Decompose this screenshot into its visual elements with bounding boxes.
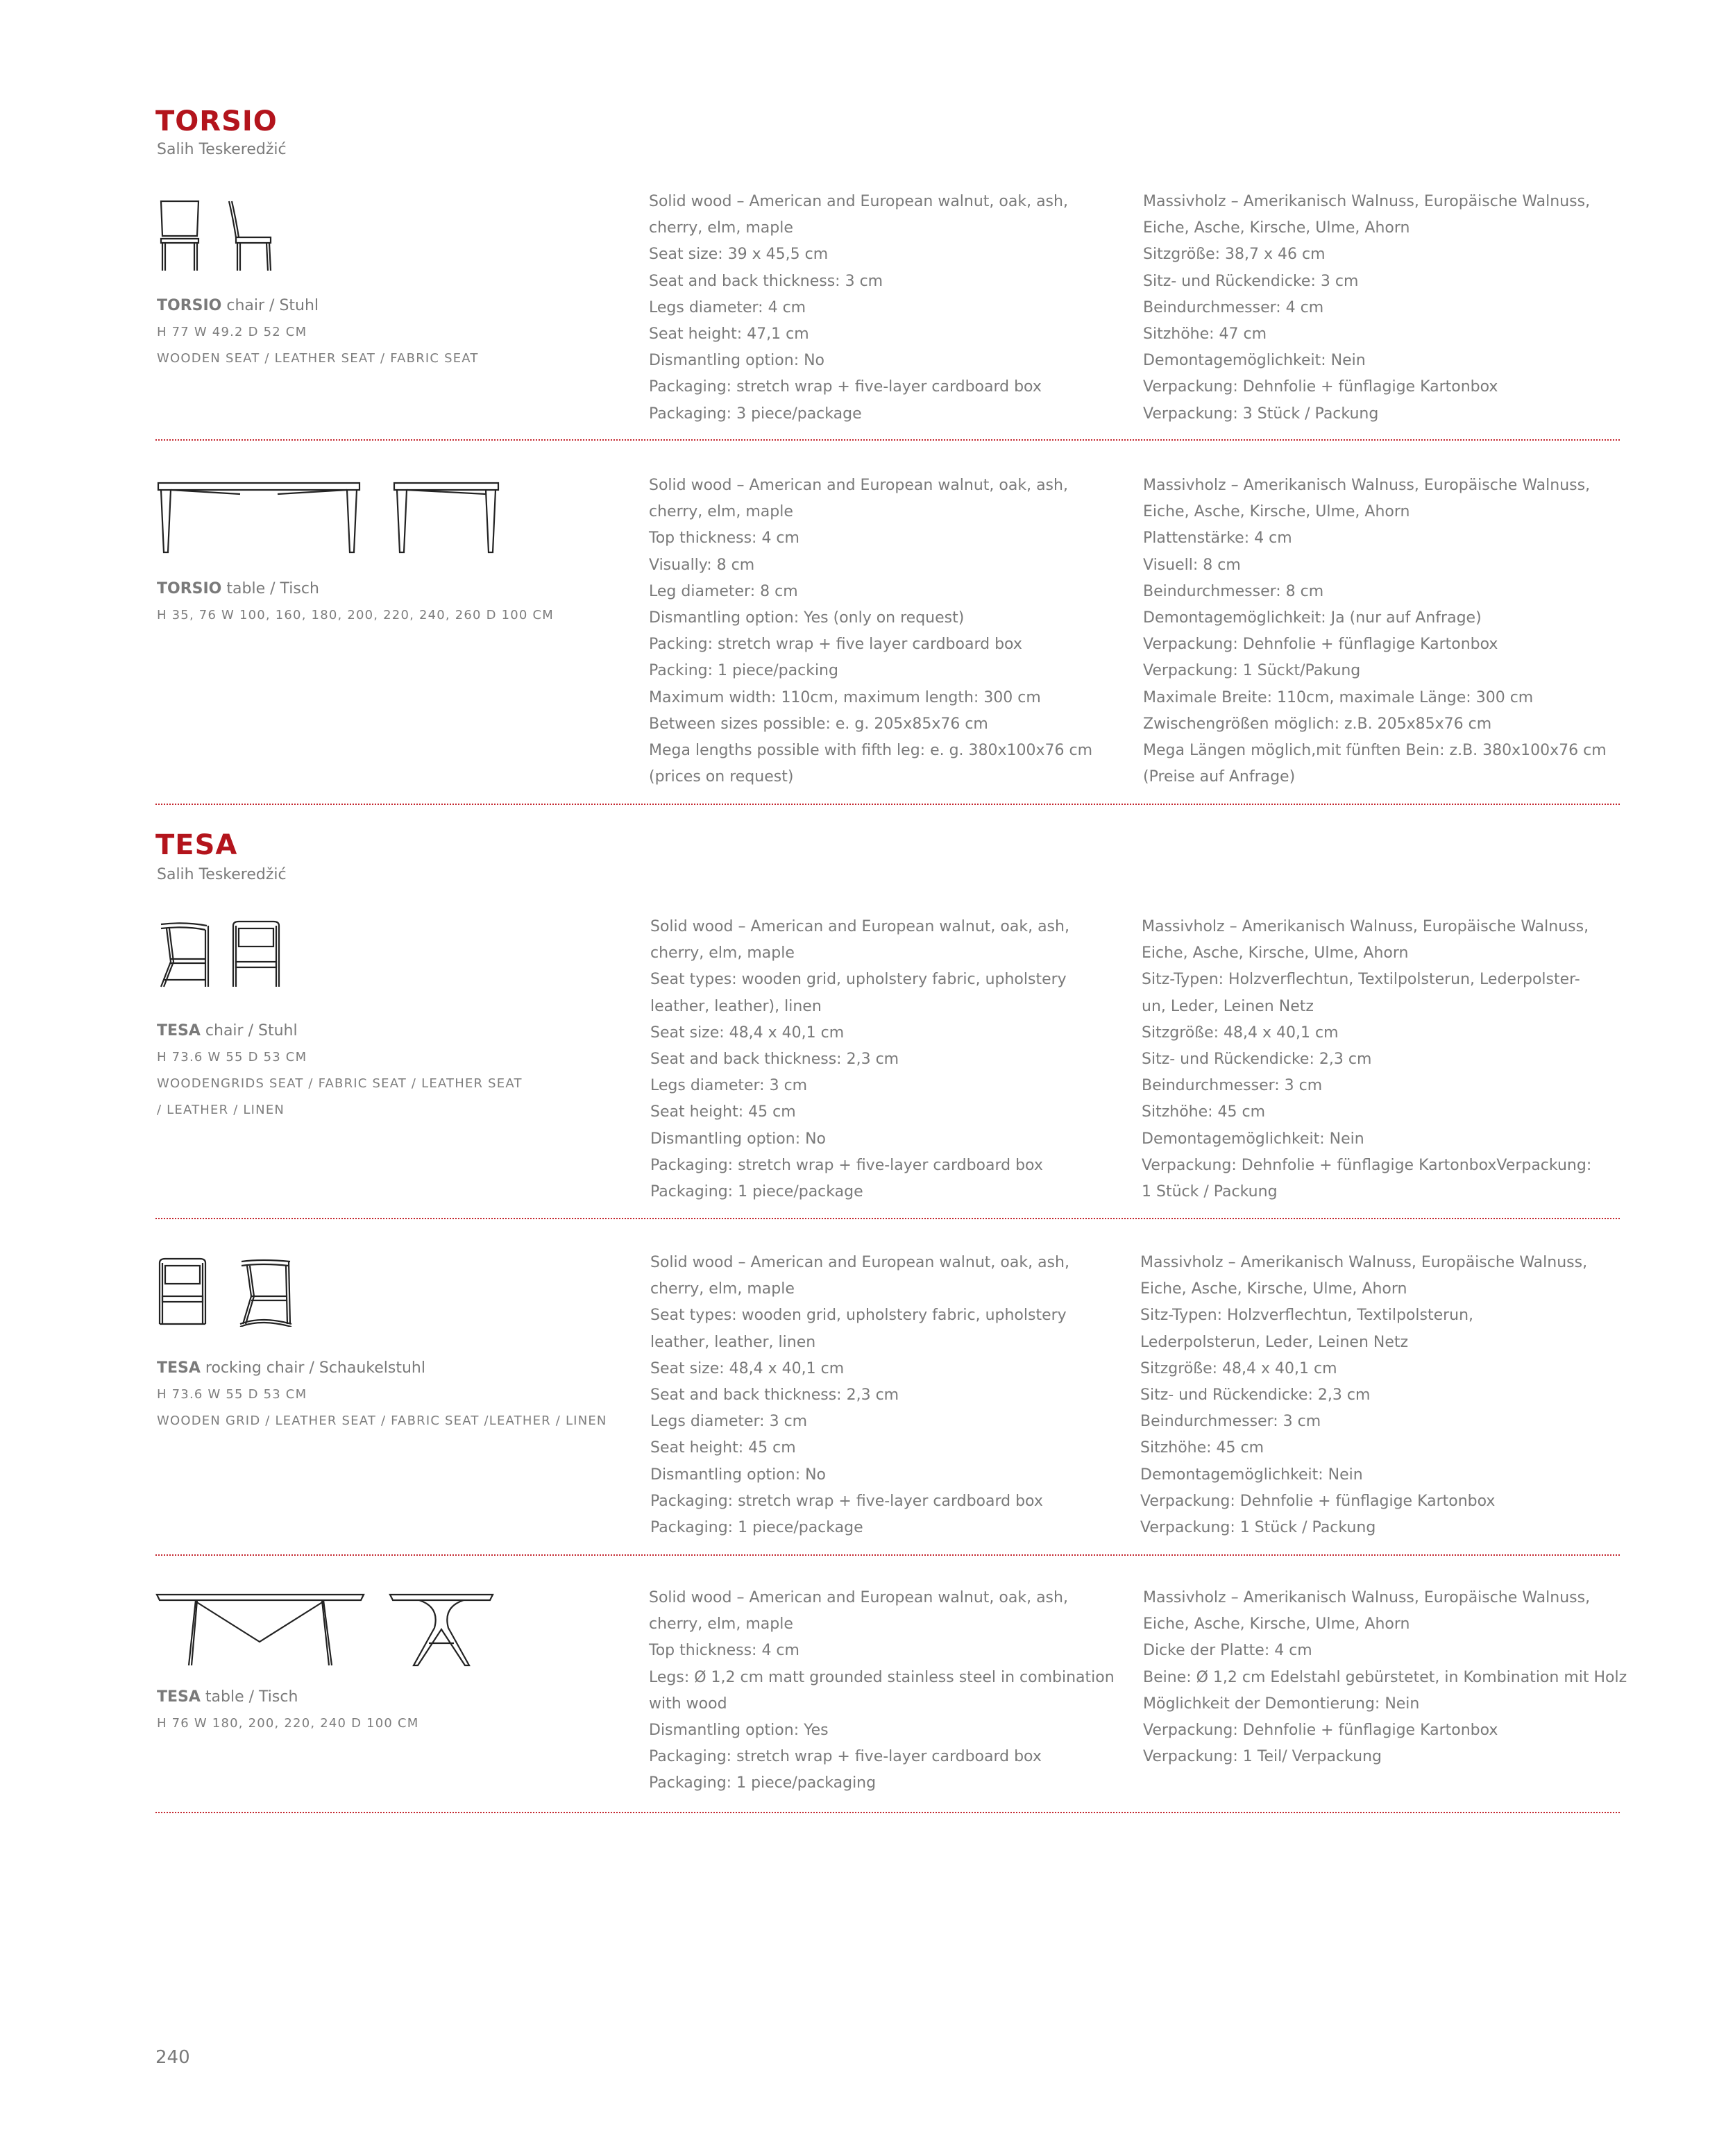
spec-line: Solid wood – American and European walnut, oak, ash,	[649, 477, 1068, 494]
spec-line: Top thickness: 4 cm	[649, 1642, 799, 1660]
spec-list-en	[650, 1250, 1069, 1541]
spec-line: Visuell: 8 cm	[1143, 556, 1241, 574]
spec-line: Packaging: stretch wrap + five-layer cardboard box	[650, 1156, 1043, 1174]
spec-line: Sitz- und Rückendicke: 2,3 cm	[1140, 1386, 1371, 1404]
spec-line: (Preise auf Anfrage)	[1143, 768, 1296, 786]
product-type: chair / Stuhl	[205, 1022, 298, 1039]
spec-list-de	[1143, 189, 1590, 427]
spec-line: Sitz-Typen: Holzverflechtun, Textilpolsterun,	[1140, 1307, 1474, 1325]
product-name: TORSIO	[157, 297, 222, 314]
spec-line: Demontagemöglichkeit: Nein	[1142, 1130, 1364, 1148]
spec-line: Sitzhöhe: 45 cm	[1140, 1439, 1264, 1457]
product-type: table / Tisch	[205, 1688, 298, 1706]
seat-options: / LEATHER / LINEN	[157, 1103, 285, 1117]
spec-line: Maximale Breite: 110cm, maximale Länge: 300 cm	[1143, 688, 1534, 706]
spec-line: Mega Längen möglich,mit fünften Bein: z.B. 380x100x76 cm	[1143, 742, 1607, 760]
spec-line: Massivholz – Amerikanisch Walnuss, Europäische Walnuss,	[1140, 1254, 1588, 1271]
spec-line: Eiche, Asche, Kirsche, Ulme, Ahorn	[1140, 1280, 1407, 1298]
spec-line: Massivholz – Amerikanisch Walnuss, Europäische Walnuss,	[1143, 193, 1591, 210]
spec-list-en	[649, 189, 1068, 427]
spec-line: Sitzgröße: 38,7 x 46 cm	[1143, 246, 1326, 264]
spec-line: Between sizes possible: e. g. 205x85x76 cm	[649, 715, 988, 733]
designer-name: Salih Teskeredžić	[157, 866, 287, 883]
product-name: TORSIO	[157, 580, 222, 597]
spec-line: Seat types: wooden grid, upholstery fabric, upholstery	[650, 971, 1067, 989]
spec-line: Seat types: wooden grid, upholstery fabric, upholstery	[650, 1307, 1067, 1325]
spec-line: cherry, elm, maple	[649, 219, 793, 237]
spec-line: Legs diameter: 3 cm	[650, 1413, 808, 1431]
seat-options: WOODEN GRID / LEATHER SEAT / FABRIC SEAT /LEATHER / LINEN	[157, 1414, 607, 1428]
product-dimensions: H 73.6 W 55 D 53 CM	[157, 1387, 307, 1402]
spec-line: Verpackung: Dehnfolie + fünflagige KartonboxVerpackung:	[1142, 1156, 1592, 1174]
spec-line: Seat and back thickness: 3 cm	[649, 272, 883, 290]
spec-line: Seat size: 39 x 45,5 cm	[649, 246, 829, 264]
spec-line: Sitzgröße: 48,4 x 40,1 cm	[1142, 1024, 1339, 1042]
spec-line: cherry, elm, maple	[650, 944, 795, 962]
product-name: TESA	[157, 1359, 201, 1377]
section-title-tesa: TESA	[155, 829, 238, 861]
spec-line: Seat size: 48,4 x 40,1 cm	[650, 1024, 845, 1042]
spec-line: cherry, elm, maple	[649, 1615, 793, 1633]
spec-line: Beindurchmesser: 8 cm	[1143, 582, 1324, 600]
spec-line: Eiche, Asche, Kirsche, Ulme, Ahorn	[1143, 503, 1410, 521]
spec-line: Verpackung: 1 Sückt/Pakung	[1143, 662, 1361, 680]
spec-line: Verpackung: Dehnfolie + fünflagige Kartonbox	[1143, 636, 1498, 654]
spec-line: Packaging: stretch wrap + five-layer cardboard box	[650, 1492, 1043, 1510]
product-dimensions: H 73.6 W 55 D 53 CM	[157, 1050, 307, 1064]
spec-line: (prices on request)	[649, 768, 794, 786]
spec-line: Solid wood – American and European walnut, oak, ash,	[649, 193, 1068, 210]
product-label	[157, 576, 643, 629]
spec-list-en	[649, 1585, 1115, 1797]
product-type: rocking chair / Schaukelstuhl	[205, 1359, 425, 1377]
spec-line: Demontagemöglichkeit: Nein	[1140, 1466, 1363, 1484]
section-title-torsio: TORSIO	[155, 105, 278, 137]
spec-line: Leg diameter: 8 cm	[649, 582, 798, 600]
page-number: 240	[155, 2047, 190, 2068]
spec-line: un, Leder, Leinen Netz	[1142, 997, 1314, 1015]
spec-line: Verpackung: 3 Stück / Packung	[1143, 405, 1379, 423]
spec-line: Beindurchmesser: 4 cm	[1143, 298, 1324, 316]
rocking-chair-icon	[157, 1257, 296, 1327]
divider	[155, 1218, 1620, 1219]
spec-line: Sitzhöhe: 45 cm	[1142, 1103, 1266, 1121]
spec-line: Seat and back thickness: 2,3 cm	[650, 1386, 899, 1404]
spec-list-de	[1143, 1585, 1627, 1770]
spec-line: Top thickness: 4 cm	[649, 529, 799, 548]
spec-line: Packing: stretch wrap + five layer cardboard box	[649, 636, 1022, 654]
spec-line: Packaging: stretch wrap + five-layer cardboard box	[649, 378, 1042, 396]
spec-line: cherry, elm, maple	[649, 503, 793, 521]
spec-line: 1 Stück / Packung	[1142, 1183, 1278, 1201]
divider	[155, 1554, 1620, 1556]
spec-line: Sitz- und Rückendicke: 3 cm	[1143, 272, 1359, 290]
seat-options: WOODENGRIDS SEAT / FABRIC SEAT / LEATHER SEAT	[157, 1076, 523, 1091]
spec-line: Dismantling option: Yes	[649, 1722, 829, 1740]
spec-line: Sitz-Typen: Holzverflechtun, Textilpolsterun, Lederpolster-	[1142, 971, 1580, 989]
product-type: chair / Stuhl	[226, 297, 319, 314]
spec-line: Legs diameter: 4 cm	[649, 298, 806, 316]
spec-line: Packaging: stretch wrap + five-layer cardboard box	[649, 1748, 1042, 1766]
divider	[155, 439, 1620, 441]
spec-line: Massivholz – Amerikanisch Walnuss, Europäische Walnuss,	[1142, 918, 1589, 935]
spec-line: Lederpolsterun, Leder, Leinen Netz	[1140, 1333, 1409, 1351]
product-dimensions: H 35, 76 W 100, 160, 180, 200, 220, 240, 260 D 100 CM	[157, 608, 554, 622]
spec-line: Seat height: 45 cm	[650, 1103, 796, 1121]
spec-line: Möglichkeit der Demontierung: Nein	[1143, 1695, 1420, 1713]
spec-line: Packaging: 3 piece/package	[649, 405, 862, 423]
spec-list-en	[650, 914, 1069, 1205]
spec-line: Verpackung: Dehnfolie + fünflagige Kartonbox	[1143, 378, 1498, 396]
spec-line: Verpackung: Dehnfolie + fünflagige Kartonbox	[1140, 1492, 1496, 1510]
spec-line: Massivholz – Amerikanisch Walnuss, Europäische Walnuss,	[1143, 1589, 1591, 1606]
spec-line: Verpackung: 1 Stück / Packung	[1140, 1519, 1376, 1537]
spec-line: Legs diameter: 3 cm	[650, 1077, 808, 1095]
spec-line: Seat height: 45 cm	[650, 1439, 796, 1457]
spec-line: leather, leather), linen	[650, 997, 822, 1015]
spec-line: Seat size: 48,4 x 40,1 cm	[650, 1359, 845, 1377]
spec-line: Dismantling option: Yes (only on request)	[649, 609, 965, 627]
product-label	[157, 1355, 643, 1434]
spec-line: leather, leather, linen	[650, 1333, 816, 1351]
spec-line: Seat height: 47,1 cm	[649, 325, 809, 343]
spec-line: Seat and back thickness: 2,3 cm	[650, 1051, 899, 1069]
designer-name: Salih Teskeredžić	[157, 141, 287, 158]
spec-line: Solid wood – American and European walnut, oak, ash,	[650, 1254, 1069, 1271]
product-type: table / Tisch	[226, 580, 319, 597]
chair-front-side-icon	[158, 198, 283, 272]
spec-line: Dicke der Platte: 4 cm	[1143, 1642, 1312, 1660]
spec-list-de	[1142, 914, 1591, 1205]
product-name: TESA	[157, 1688, 201, 1706]
spec-line: Packing: 1 piece/packing	[649, 662, 838, 680]
seat-options: WOODEN SEAT / LEATHER SEAT / FABRIC SEAT	[157, 351, 479, 366]
spec-line: Beindurchmesser: 3 cm	[1142, 1077, 1323, 1095]
spec-list-de	[1143, 473, 1607, 790]
spec-line: Eiche, Asche, Kirsche, Ulme, Ahorn	[1143, 1615, 1410, 1633]
spec-line: Verpackung: 1 Teil/ Verpackung	[1143, 1748, 1382, 1766]
spec-line: Plattenstärke: 4 cm	[1143, 529, 1292, 548]
spec-line: Beine: Ø 1,2 cm Edelstahl gebürstetet, in Kombination mit Holz	[1143, 1668, 1627, 1686]
spec-line: cherry, elm, maple	[650, 1280, 795, 1298]
spec-line: Sitzgröße: 48,4 x 40,1 cm	[1140, 1359, 1337, 1377]
spec-line: Eiche, Asche, Kirsche, Ulme, Ahorn	[1143, 219, 1410, 237]
product-label	[157, 293, 643, 372]
spec-line: Eiche, Asche, Kirsche, Ulme, Ahorn	[1142, 944, 1409, 962]
spec-line: Packaging: 1 piece/package	[650, 1519, 863, 1537]
spec-line: Demontagemöglichkeit: Nein	[1143, 352, 1366, 370]
product-label	[157, 1684, 643, 1737]
spec-line: with wood	[649, 1695, 727, 1713]
product-dimensions: H 77 W 49.2 D 52 CM	[157, 325, 307, 339]
spec-list-de	[1140, 1250, 1587, 1541]
spec-line: Maximum width: 110cm, maximum length: 300 cm	[649, 688, 1041, 706]
product-label	[157, 1018, 643, 1123]
product-dimensions: H 76 W 180, 200, 220, 240 D 100 CM	[157, 1716, 419, 1731]
spec-line: Solid wood – American and European walnut, oak, ash,	[650, 918, 1069, 935]
table-front-side-icon	[157, 480, 504, 554]
spec-line: Sitz- und Rückendicke: 2,3 cm	[1142, 1051, 1372, 1069]
spec-line: Packaging: 1 piece/package	[650, 1183, 863, 1201]
spec-line: Dismantling option: No	[650, 1466, 827, 1484]
spec-line: Sitzhöhe: 47 cm	[1143, 325, 1267, 343]
product-name: TESA	[157, 1022, 201, 1039]
spec-line: Dismantling option: No	[650, 1130, 827, 1148]
spec-line: Zwischengrößen möglich: z.B. 205x85x76 cm	[1143, 715, 1492, 733]
spec-line: Verpackung: Dehnfolie + fünflagige Kartonbox	[1143, 1722, 1498, 1740]
spec-line: Beindurchmesser: 3 cm	[1140, 1413, 1321, 1431]
spec-line: Visually: 8 cm	[649, 556, 755, 574]
spec-list-en	[649, 473, 1092, 790]
spec-line: Demontagemöglichkeit: Ja (nur auf Anfrage)	[1143, 609, 1482, 627]
armchair-side-front-icon	[157, 920, 289, 990]
spec-line: Solid wood – American and European walnut, oak, ash,	[649, 1589, 1068, 1606]
table-steel-legs-icon	[155, 1592, 502, 1668]
divider	[155, 1812, 1620, 1813]
spec-line: Legs: Ø 1,2 cm matt grounded stainless steel in combination	[649, 1668, 1115, 1686]
spec-line: Mega lengths possible with fifth leg: e. g. 380x100x76 cm	[649, 742, 1093, 760]
divider	[155, 804, 1620, 805]
spec-line: Massivholz – Amerikanisch Walnuss, Europäische Walnuss,	[1143, 477, 1591, 494]
spec-line: Packaging: 1 piece/packaging	[649, 1774, 877, 1792]
spec-line: Dismantling option: No	[649, 352, 825, 370]
